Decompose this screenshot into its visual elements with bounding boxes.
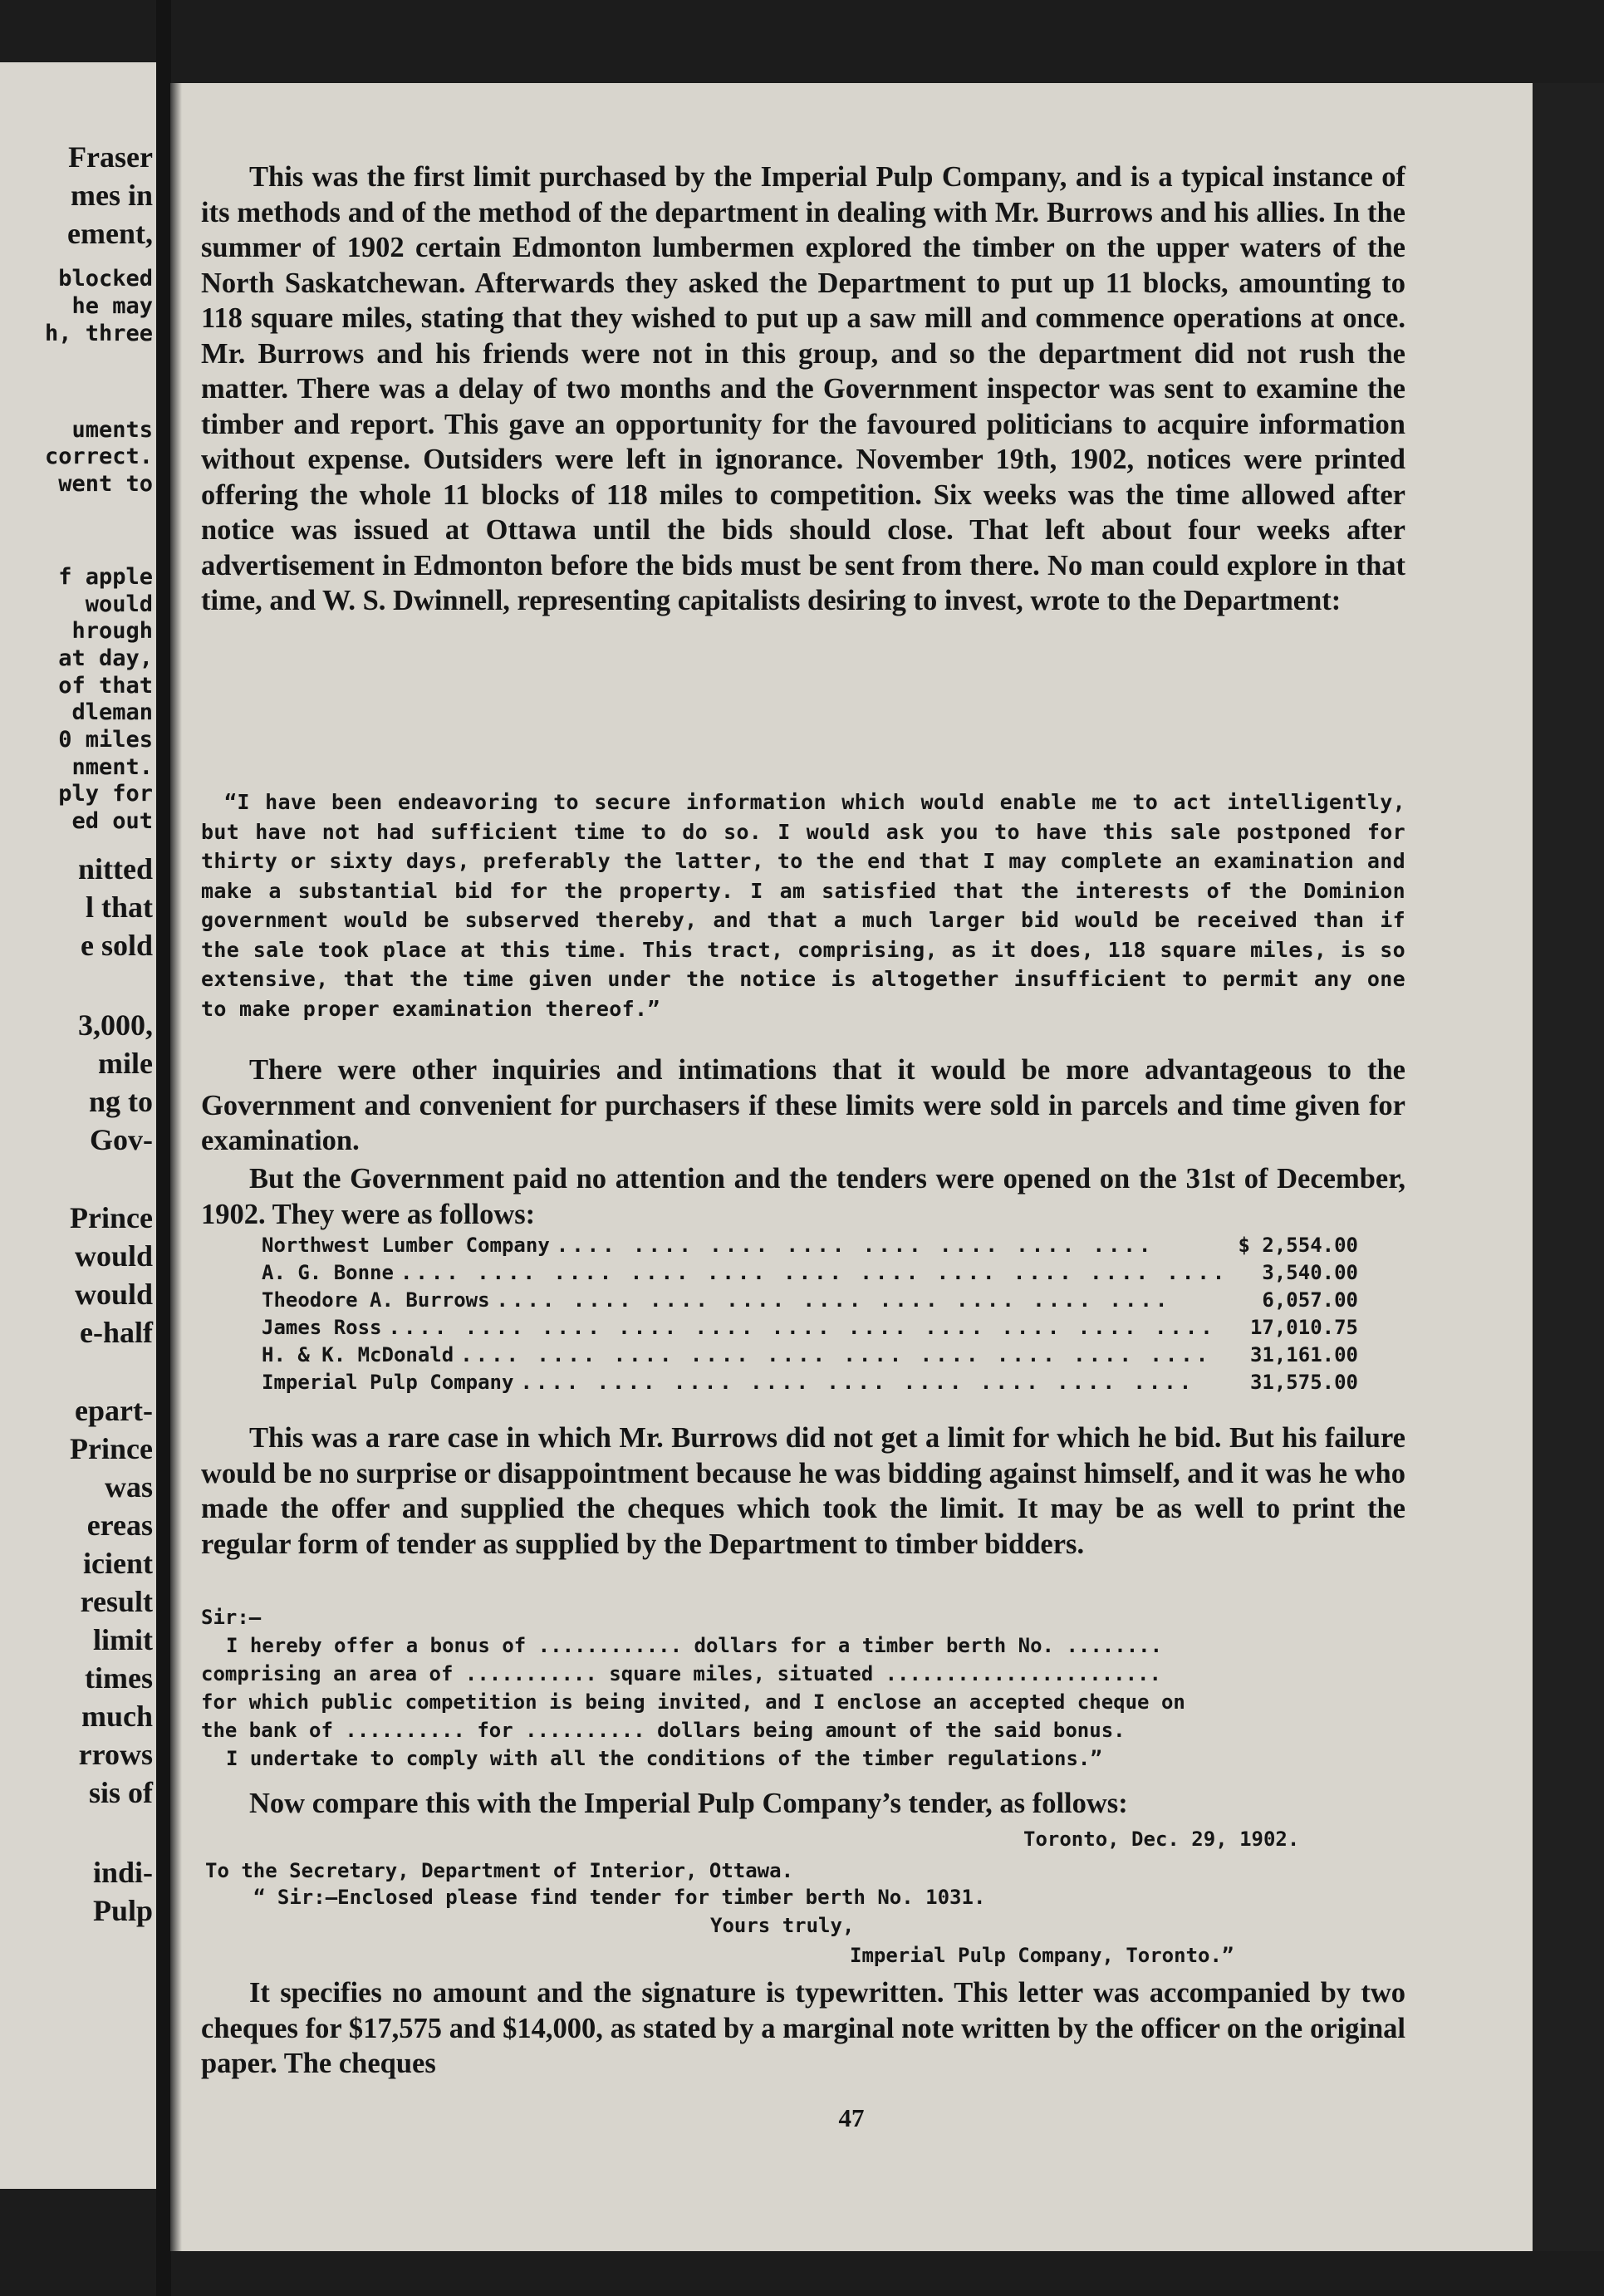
page-number: 47 <box>838 2103 865 2132</box>
left-page-line: hrough <box>71 618 153 644</box>
tender-amount: $ 2,554.00 <box>1238 1234 1358 1257</box>
left-page-line: was <box>104 1470 153 1504</box>
tender-name: Imperial Pulp Company <box>262 1371 514 1394</box>
left-page-line: times <box>85 1661 153 1695</box>
left-page-line: mes in <box>71 179 153 212</box>
form-line-1: I hereby offer a bonus of ............ dollars for a timber berth No. ........ <box>226 1634 1163 1657</box>
left-page-line: 0 miles <box>58 727 153 753</box>
left-page-line: much <box>81 1700 153 1733</box>
left-page-line: Gov- <box>90 1123 153 1156</box>
paragraph-2-text: There were other inquiries and intimations that it would be more advantageous to the Government and convenient for purchasers if these limits were sold in parcels and time given for examination. <box>201 1054 1405 1156</box>
tender-amount: 17,010.75 <box>1249 1316 1358 1339</box>
paragraph-1-text: This was the first limit purchased by the Imperial Pulp Company, and is a typical instance of its methods and of the method of the department in dealing with Mr. Burrows and his allies. In the summer of 1902 certain Edmonton lumbermen explored the timber on the upper waters of the North Saskatchewan. Afterwards they asked the Department to put up 11 blocks, amounting to 118 square miles, stating that they wished to put up a saw mill and commence operations at once. Mr. Burrows and his friends were not in this group, and so the department did not rush the matter. There was a delay of two months and the Government inspector was sent to examine the timber and report. This gave an opportunity for the favoured politicians to acquire information without expense. Outsiders were left in ignorance. November 19th, 1902, notices were printed offering the whole 11 blocks of 118 miles to competition. Six weeks was the time allowed after notice was issued at Ottawa until the bids should close. That left about four weeks after advertisement in Edmonton before the bids must be sent from there. No man could explore in that time, and W. S. Dwinnell, representing capitalists desiring to invest, wrote to the Department: <box>201 161 1405 616</box>
left-page-line: sis of <box>88 1776 153 1809</box>
form-line-2: comprising an area of ........... square miles, situated ....................... <box>201 1662 1161 1685</box>
tender-list <box>262 1234 1358 1398</box>
tender-name: H. & K. McDonald <box>262 1343 454 1366</box>
tender-leader-dots: .... .... .... .... .... .... .... .... .... <box>496 1288 1171 1312</box>
paragraph-6-text: It specifies no amount and the signature is typewritten. This letter was accompanied by two cheques for $17,575 and $14,000, as stated by a marginal note written by the officer on the original paper. The cheques <box>201 1977 1405 2079</box>
dwinnell-letter-quote <box>201 787 1405 1023</box>
letter-closing: Yours truly, <box>710 1914 855 1937</box>
form-salutation: Sir:— <box>201 1606 262 1629</box>
form-line-5: I undertake to comply with all the conditions of the timber regulations.” <box>226 1747 1102 1770</box>
left-page-line: would <box>85 591 153 617</box>
left-page-line: blocked <box>58 266 153 292</box>
paragraph-4-text: This was a rare case in which Mr. Burrows did not get a limit for which he bid. But his failure would be no surprise or disappointment because he was bidding against himself, and it was he who made the offer and supplied the cheques which took the limit. It may be as well to print the regular form of tender as supplied by the Department to timber bidders. <box>201 1422 1405 1560</box>
left-page-line: nitted <box>78 852 153 886</box>
tender-amount: 31,161.00 <box>1249 1343 1358 1366</box>
tender-row <box>262 1261 1358 1288</box>
left-page-line: Prince <box>70 1201 153 1234</box>
left-page-line: at day, <box>58 645 153 671</box>
left-page-line: ement, <box>67 217 153 250</box>
left-page-line: f apple <box>58 564 153 590</box>
letter-dateline: Toronto, Dec. 29, 1902. <box>1023 1827 1300 1851</box>
tender-name: James Ross <box>262 1316 382 1339</box>
right-page-edge <box>1533 83 1604 2251</box>
tender-amount: 3,540.00 <box>1262 1261 1358 1284</box>
form-line-4: the bank of .......... for .......... dollars being amount of the said bonus. <box>201 1719 1126 1742</box>
left-page-line: nment. <box>71 754 153 780</box>
left-page-line: ng to <box>88 1085 153 1118</box>
paragraph-2 <box>201 1052 1405 1159</box>
left-page-line: ereas <box>86 1509 153 1542</box>
tender-leader-dots: .... .... .... .... .... .... .... .... .... .... .... <box>388 1316 1216 1339</box>
left-page-line: epart- <box>75 1394 153 1427</box>
left-page-line: he may <box>71 293 153 319</box>
tender-name: Northwest Lumber Company <box>262 1234 550 1257</box>
left-page-line: e-half <box>80 1316 153 1349</box>
tender-row <box>262 1371 1358 1398</box>
left-page-line: would <box>74 1239 153 1273</box>
paragraph-5 <box>201 1786 1405 1822</box>
paragraph-1 <box>201 159 1405 619</box>
letter-address: To the Secretary, Department of Interior, Ottawa. <box>205 1859 794 1882</box>
left-page-line: dleman <box>71 699 153 725</box>
tender-amount: 6,057.00 <box>1262 1288 1358 1312</box>
tender-row <box>262 1343 1358 1371</box>
tender-row <box>262 1288 1358 1316</box>
paragraph-3 <box>201 1161 1405 1232</box>
left-page-line: Prince <box>70 1432 153 1465</box>
paragraph-6 <box>201 1975 1405 2082</box>
left-page-line: correct. <box>44 444 153 469</box>
paragraph-5-text: Now compare this with the Imperial Pulp Company’s tender, as follows: <box>249 1788 1128 1819</box>
tender-name: A. G. Bonne <box>262 1261 394 1284</box>
left-page-line: ply for <box>58 781 153 807</box>
main-page <box>170 83 1533 2251</box>
letter-signature: Imperial Pulp Company, Toronto.” <box>850 1944 1234 1967</box>
left-page-line: rrows <box>78 1738 153 1771</box>
left-page-line: mile <box>98 1047 153 1080</box>
tender-leader-dots: .... .... .... .... .... .... .... .... <box>556 1234 1155 1257</box>
left-page-line: ed out <box>71 808 153 834</box>
tender-leader-dots: .... .... .... .... .... .... .... .... .... .... .... <box>400 1261 1229 1284</box>
paragraph-3-text: But the Government paid no attention and the tenders were opened on the 31st of December, 1902. They were as follows: <box>201 1163 1405 1230</box>
left-page-line: would <box>74 1278 153 1311</box>
left-page-line: h, three <box>44 321 153 346</box>
left-page-line: went to <box>58 471 153 497</box>
left-page-fragment <box>0 62 156 2189</box>
left-page-line: 3,000, <box>78 1008 153 1042</box>
left-page-line: icient <box>83 1547 153 1580</box>
tender-leader-dots: .... .... .... .... .... .... .... .... .... <box>520 1371 1195 1394</box>
tender-form <box>201 1603 1414 1773</box>
tender-amount: 31,575.00 <box>1249 1371 1358 1394</box>
quote-text: “I have been endeavoring to secure information which would enable me to act intelligently, but have not had sufficient time to do so. I would ask you to have this sale postponed for thirty or sixty days, preferably the latter, to the end that I may complete an examination and make a substantial bid for the property. I am satisfied that the interests of the Dominion government would be subserved thereby, and that a much larger bid would be received than if the sale took place at this time. This tract, comprising, as it does, 118 square miles, is so extensive, that the time given under the notice is altogether insufficient to permit any one to make proper examination thereof.” <box>201 790 1405 1021</box>
left-page-line: of that <box>58 673 153 699</box>
form-line-3: for which public competition is being invited, and I enclose an accepted cheque on <box>201 1690 1185 1714</box>
tender-leader-dots: .... .... .... .... .... .... .... .... .... .... <box>460 1343 1212 1366</box>
left-page-line: result <box>80 1585 153 1618</box>
paragraph-4 <box>201 1420 1405 1562</box>
page-gutter <box>156 0 171 2296</box>
letter-text: “ Sir:—Enclosed please find tender for timber berth No. 1031. <box>253 1886 986 1909</box>
tender-row <box>262 1234 1358 1261</box>
left-page-line: uments <box>71 417 153 443</box>
tender-row <box>262 1316 1358 1343</box>
left-page-line: indi- <box>92 1856 153 1889</box>
left-page-line: l that <box>86 890 153 924</box>
left-page-line: e sold <box>80 929 153 962</box>
left-page-line: limit <box>93 1623 153 1656</box>
left-page-line: Pulp <box>92 1894 153 1927</box>
left-page-line: Fraser <box>68 140 153 174</box>
tender-name: Theodore A. Burrows <box>262 1288 490 1312</box>
